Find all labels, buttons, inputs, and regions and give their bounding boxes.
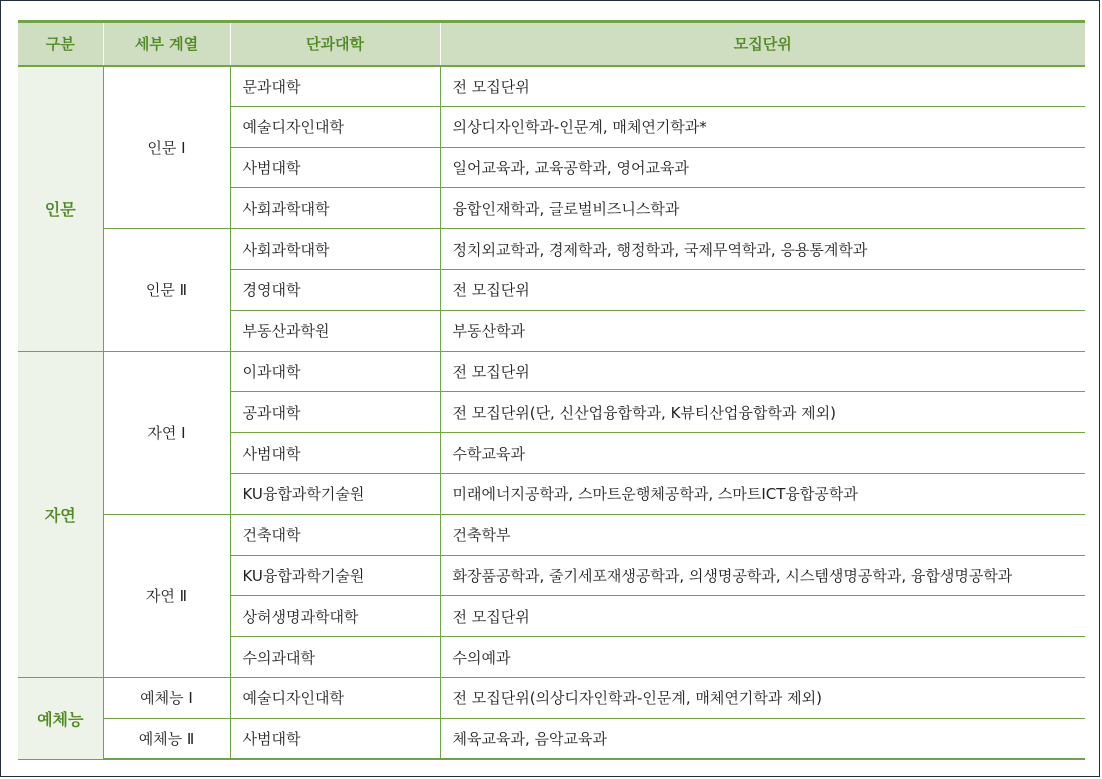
college-cell: 사범대학 [230, 718, 440, 759]
category-cell: 자연 [18, 351, 103, 677]
unit-cell: 전 모집단위(단, 신산업융합학과, K뷰티산업융합학과 제외) [440, 392, 1085, 433]
college-cell: 상허생명과학대학 [230, 596, 440, 637]
table-row [18, 229, 1085, 270]
sub-track-cell: 인문 Ⅰ [103, 66, 230, 229]
college-cell: KU융합과학기술원 [230, 555, 440, 596]
sub-track-cell: 자연 Ⅰ [103, 351, 230, 514]
header-sub-track: 세부 계열 [103, 22, 230, 66]
college-cell: KU융합과학기술원 [230, 473, 440, 514]
unit-cell: 전 모집단위 [440, 66, 1085, 107]
college-cell: 수의과대학 [230, 637, 440, 678]
category-cell: 인문 [18, 66, 103, 352]
unit-cell: 전 모집단위 [440, 596, 1085, 637]
header-recruit-unit: 모집단위 [440, 22, 1085, 66]
header-college: 단과대학 [230, 22, 440, 66]
unit-cell: 전 모집단위 [440, 269, 1085, 310]
unit-cell: 정치외교학과, 경제학과, 행정학과, 국제무역학과, 응용통계학과 [440, 229, 1085, 270]
unit-cell: 일어교육과, 교육공학과, 영어교육과 [440, 147, 1085, 188]
college-cell: 사범대학 [230, 433, 440, 474]
college-cell: 사회과학대학 [230, 229, 440, 270]
table-header-row [18, 22, 1085, 66]
college-cell: 사회과학대학 [230, 188, 440, 229]
admission-units-table [18, 20, 1085, 760]
unit-cell: 체육교육과, 음악교육과 [440, 718, 1085, 759]
college-cell: 공과대학 [230, 392, 440, 433]
category-cell: 예체능 [18, 677, 103, 759]
unit-cell: 화장품공학과, 줄기세포재생공학과, 의생명공학과, 시스템생명공학과, 융합생명공학과 [440, 555, 1085, 596]
college-cell: 예술디자인대학 [230, 106, 440, 147]
unit-cell: 수의예과 [440, 637, 1085, 678]
sub-track-cell: 인문 Ⅱ [103, 229, 230, 351]
unit-cell: 건축학부 [440, 514, 1085, 555]
college-cell: 이과대학 [230, 351, 440, 392]
unit-cell: 부동산학과 [440, 310, 1085, 351]
college-cell: 경영대학 [230, 269, 440, 310]
college-cell: 예술디자인대학 [230, 677, 440, 718]
unit-cell: 전 모집단위 [440, 351, 1085, 392]
college-cell: 사범대학 [230, 147, 440, 188]
table-row [18, 718, 1085, 759]
sub-track-cell: 예체능 Ⅱ [103, 718, 230, 759]
table-row [18, 677, 1085, 718]
unit-cell: 의상디자인학과-인문계, 매체연기학과* [440, 106, 1085, 147]
college-cell: 문과대학 [230, 66, 440, 107]
unit-cell: 수학교육과 [440, 433, 1085, 474]
college-cell: 부동산과학원 [230, 310, 440, 351]
table-row [18, 351, 1085, 392]
header-category: 구분 [18, 22, 103, 66]
table-row [18, 66, 1085, 107]
sub-track-cell: 자연 Ⅱ [103, 514, 230, 677]
college-cell: 건축대학 [230, 514, 440, 555]
unit-cell: 융합인재학과, 글로벌비즈니스학과 [440, 188, 1085, 229]
sub-track-cell: 예체능 Ⅰ [103, 677, 230, 718]
unit-cell: 미래에너지공학과, 스마트운행체공학과, 스마트ICT융합공학과 [440, 473, 1085, 514]
unit-cell: 전 모집단위(의상디자인학과-인문계, 매체연기학과 제외) [440, 677, 1085, 718]
table-row [18, 514, 1085, 555]
